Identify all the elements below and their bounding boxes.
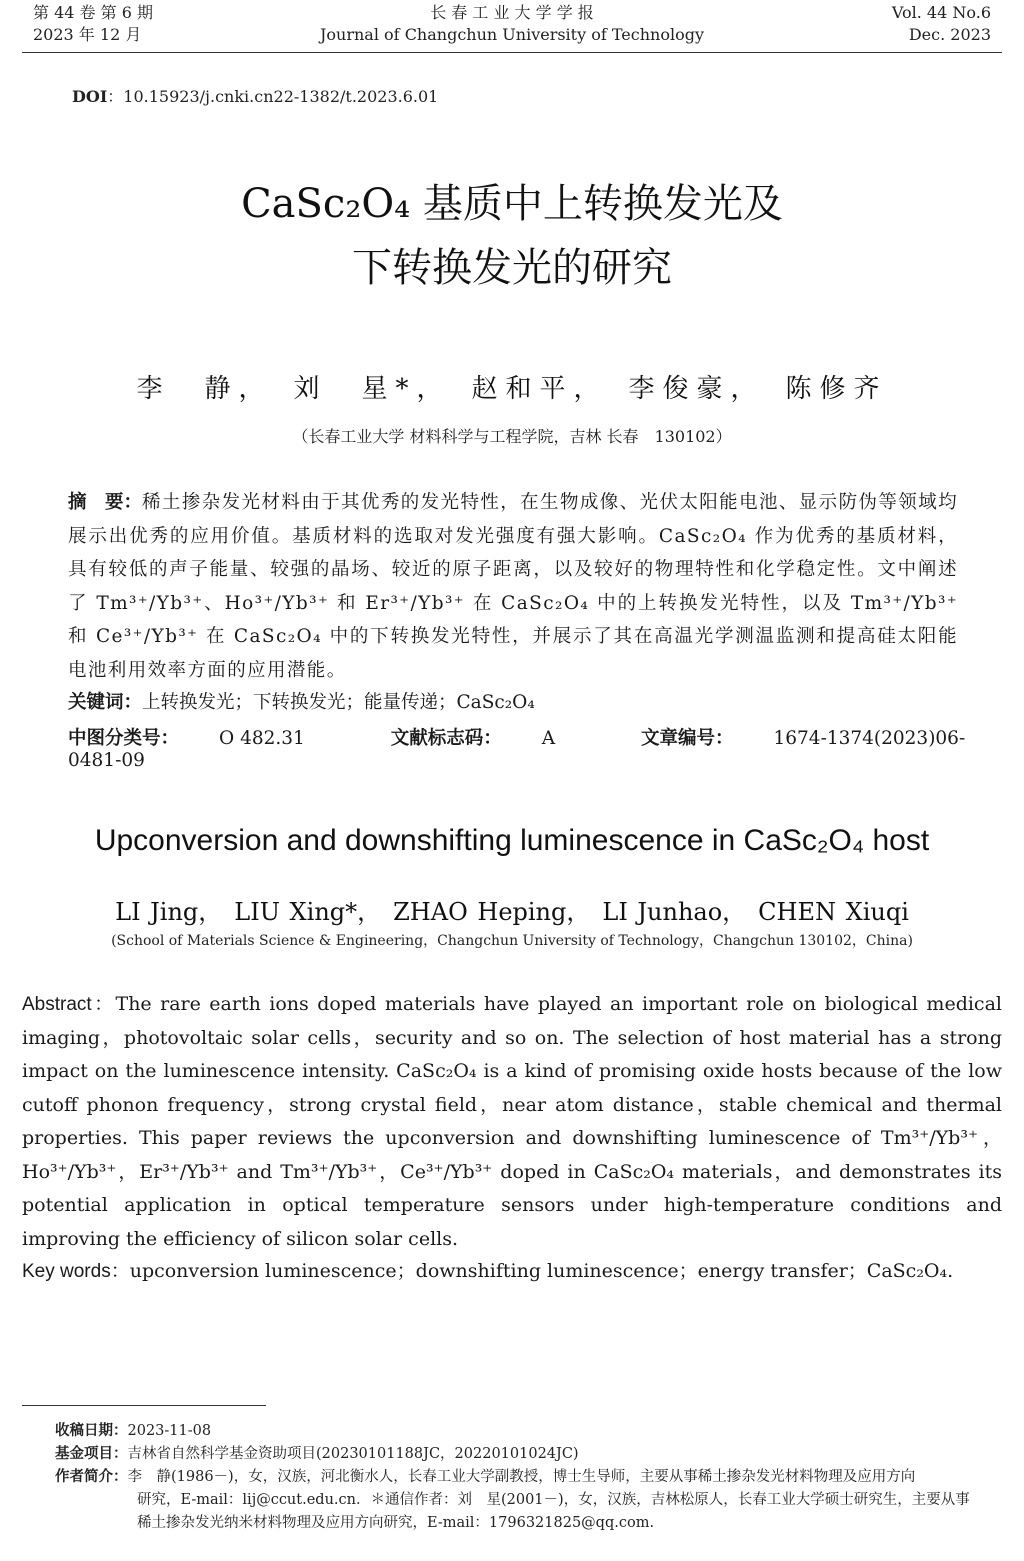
volume-en: Vol. 44 No.6 [891, 3, 991, 22]
header-center [0, 2, 1024, 46]
keywords-cn-text: 上转换发光；下转换发光；能量传递；CaSc₂O₄ [142, 692, 535, 713]
footnote-received [55, 1420, 1005, 1443]
abstract-cn [68, 486, 958, 687]
header-right [892, 2, 991, 46]
volume-cn: 第 44 卷 第 6 期 [33, 3, 153, 22]
doc-code-value: A [541, 728, 556, 749]
keywords-cn [68, 688, 968, 714]
bio-line-2: 研究，E-mail：lij@ccut.edu.cn．＊通信作者：刘 星(2001－)，女，汉族，吉林松原人，长春工业大学硕士研究生，主要从事 [137, 1492, 970, 1508]
received-date: 2023-11-08 [127, 1423, 212, 1439]
doc-code-label: 文献标志码： [390, 728, 502, 749]
bio-line-1: 李 静(1986－)，女，汉族，河北衡水人，长春工业大学副教授，博士生导师，主要从事稀土掺杂发光材料物理及应用方向 [127, 1469, 916, 1485]
article-no-value: 1674-1374(2023)06-0481-09 [68, 728, 966, 771]
authors-en: LI Jing， LIU Xing*， ZHAO Heping， LI Junhao， CHEN Xiuqi [115, 898, 909, 926]
received-label: 收稿日期： [55, 1423, 128, 1439]
classification-row [68, 724, 968, 771]
doi [72, 84, 438, 107]
abstract-en [22, 988, 1002, 1256]
paper-title-cn [0, 172, 1024, 300]
abstract-cn-text: 稀土掺杂发光材料由于其优秀的发光特性，在生物成像、光伏太阳能电池、显示防伪等领域均展示出优秀的应用价值。基质材料的选取对发光强度有强大影响。CaSc₂O₄ 作为优秀的基质材料，具有较低的声子能量、较强的晶场、较近的原子距离，以及较好的物理特性和化学稳定性。文中阐述了 Tm³⁺/Yb³⁺、Ho³⁺/Yb³⁺ 和 Er³⁺/Yb³⁺ 在 CaSc₂O₄ 中的上转换发光特性，以及 Tm³⁺/Yb³⁺ 和 Ce³⁺/Yb³⁺ 在 CaSc₂O₄ 中的下转换发光特性，并展示了其在高温光学测温监测和提高硅太阳能电池利用效率方面的应用潜能。 [68, 492, 958, 681]
bio-label: 作者简介： [55, 1469, 128, 1485]
fund-value: 吉林省自然科学基金资助项目(20230101188JC，20220101024JC) [127, 1446, 579, 1462]
footnote-bio [55, 1466, 1005, 1535]
keywords-en [22, 1256, 1002, 1283]
title-cn-line1: CaSc₂O₄ 基质中上转换发光及 [241, 181, 783, 227]
abstract-cn-label: 摘 要： [68, 492, 143, 513]
abstract-en-text: The rare earth ions doped materials have played an important role on biological medical imaging，photovoltaic solar cells，security and so on. The selection of host material has a strong impact on the luminescence intensity. CaSc₂O₄ is a kind of promising oxide hosts because of the low cutoff phonon frequency，strong crystal field，near atom distance，stable chemical and thermal properties. This paper reviews the upconversion and downshifting luminescence of Tm³⁺/Yb³⁺，Ho³⁺/Yb³⁺，Er³⁺/Yb³⁺ and Tm³⁺/Yb³⁺，Ce³⁺/Yb³⁺ doped in CaSc₂O₄ materials，and demonstrates its potential application in optical temperature sensors under high-temperature conditions and improving the efficiency of silicon solar cells. [22, 993, 1002, 1250]
abstract-en-label: Abstract： [22, 994, 116, 1015]
journal-name-cn: 长 春 工 业 大 学 学 报 [430, 3, 594, 22]
fund-label: 基金项目： [55, 1446, 128, 1462]
bio-line-3: 稀土掺杂发光纳米材料物理及应用方向研究，E-mail：1796321825@qq.com. [137, 1515, 655, 1531]
header-divider [22, 52, 1002, 53]
footnote-divider [22, 1405, 266, 1406]
article-no-label: 文章编号： [640, 728, 734, 749]
footnote-fund [55, 1443, 1005, 1466]
doi-value: ：10.15923/j.cnki.cn22-1382/t.2023.6.01 [107, 87, 439, 106]
keywords-en-text: upconversion luminescence；downshifting luminescence；energy transfer；CaSc₂O₄. [129, 1260, 954, 1282]
doi-label: DOI [72, 87, 108, 106]
title-cn-line2: 下转换发光的研究 [352, 245, 672, 291]
keywords-en-label: Key words： [22, 1261, 130, 1282]
affiliation-en: (School of Materials Science & Engineering，Changchun University of Technology，Changchun 130102，China) [111, 933, 913, 949]
date-en: Dec. 2023 [908, 25, 991, 44]
authors-cn: 李 静， 刘 星*， 赵和平， 李俊豪， 陈修齐 [136, 374, 888, 404]
journal-name-en: Journal of Changchun University of Technology [320, 25, 704, 44]
paper-title-en: Upconversion and downshifting luminescence in CaSc₂O₄ host [94, 824, 930, 857]
keywords-cn-label: 关键词： [68, 692, 143, 713]
affiliation-cn: （长春工业大学 材料科学与工程学院，吉林 长春 130102） [292, 427, 732, 446]
date-cn: 2023 年 12 月 [33, 25, 142, 44]
clc-label: 中图分类号： [68, 728, 180, 749]
clc-value: O 482.31 [219, 728, 305, 749]
